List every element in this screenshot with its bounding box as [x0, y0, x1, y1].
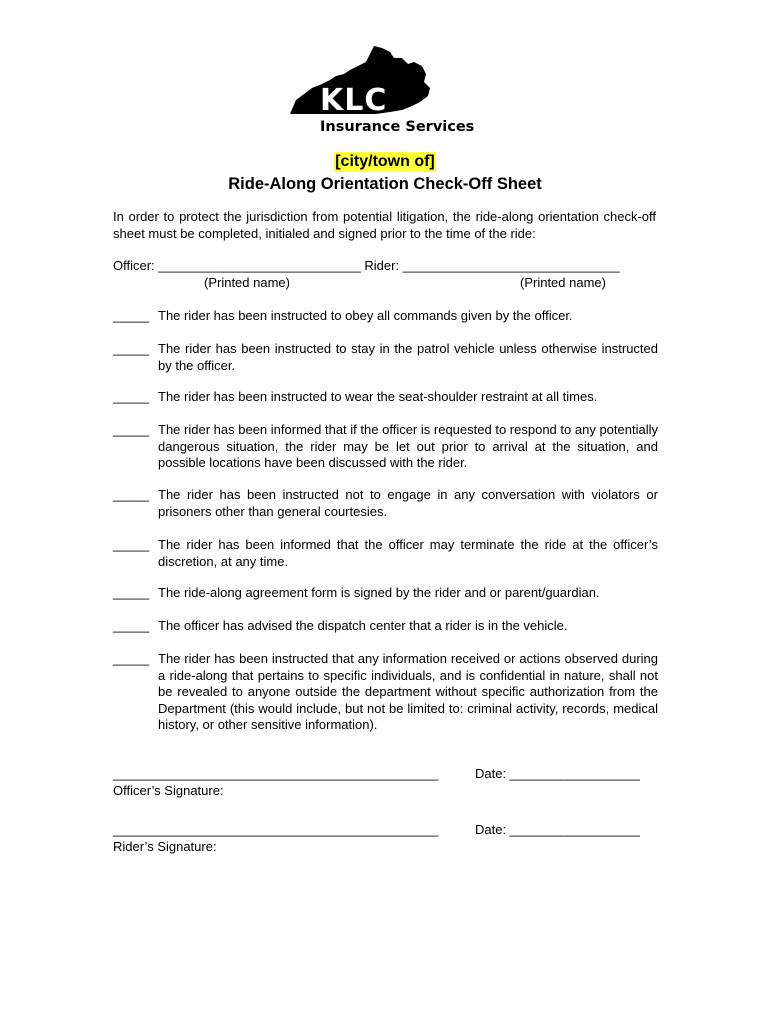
checklist-item-text: The rider has been instructed that any information received or actions observed during a ride-along that pertains to specific individuals, and is confidential in nature, shall not be revealed to anyone outside the department without specific authorization from the Department (this would include, but not be limited to: criminal activity, records, medical history, or other sensitive information). [158, 651, 658, 732]
initial-blank[interactable]: _____ [113, 389, 150, 404]
rider-signature-block [113, 821, 658, 855]
initial-blank[interactable]: _____ [113, 487, 150, 502]
initial-blank[interactable]: _____ [113, 422, 150, 437]
checklist-item [113, 537, 658, 570]
checklist-item-text: The rider has been informed that if the officer is requested to respond to any potentially dangerous situation, the rider may be let out prior to arrival at the situation, and possible locations have been discussed with the rider. [158, 422, 658, 470]
intro-paragraph: In order to protect the jurisdiction from potential litigation, the ride-along orientation check-off sheet must be completed, initialed and signed prior to the time of the ride: [113, 209, 656, 241]
initial-blank[interactable]: _____ [113, 651, 150, 666]
initial-blank[interactable]: _____ [113, 308, 150, 323]
svg-text:KLC: KLC [320, 83, 388, 118]
checklist-item-text: The officer has advised the dispatch center that a rider is in the vehicle. [158, 618, 568, 633]
officer-label: Officer: [113, 258, 155, 273]
initial-blank[interactable]: _____ [113, 618, 150, 633]
checklist-item [113, 487, 658, 520]
checklist-item [113, 651, 658, 734]
checklist-item [113, 308, 658, 325]
rider-date-field[interactable]: Date: __________________ [475, 822, 640, 837]
officer-date-field[interactable]: Date: __________________ [475, 766, 640, 781]
officer-signature-field[interactable]: _____________________________________________ [113, 766, 439, 781]
initial-blank[interactable]: _____ [113, 585, 150, 600]
rider-signature-field[interactable]: _____________________________________________ [113, 822, 439, 837]
officer-signature-label: Officer’s Signature: [113, 783, 224, 798]
officer-printed-caption: (Printed name) [204, 274, 290, 290]
checklist-item [113, 585, 658, 602]
checklist-item-text: The ride-along agreement form is signed by the rider and or parent/guardian. [158, 585, 600, 600]
document-title: Ride-Along Orientation Check-Off Sheet [228, 175, 542, 193]
officer-name-field[interactable]: ____________________________ [158, 258, 361, 273]
initial-blank[interactable]: _____ [113, 341, 150, 356]
initial-blank[interactable]: _____ [113, 537, 150, 552]
name-fields [113, 258, 658, 292]
checklist-item [113, 389, 658, 406]
checklist-item-text: The rider has been instructed not to engage in any conversation with violators or prisoners other than general courtesies. [158, 487, 658, 519]
checklist-item [113, 422, 658, 472]
checklist-item [113, 341, 658, 374]
kentucky-map-icon [286, 44, 486, 136]
checklist-item-text: The rider has been instructed to wear the seat-shoulder restraint at all times. [158, 389, 598, 404]
svg-text:Insurance Services: Insurance Services [320, 119, 475, 135]
city-placeholder: [city/town of] [335, 153, 435, 170]
checklist-item-text: The rider has been instructed to stay in the patrol vehicle unless otherwise instructed by the officer. [158, 341, 658, 373]
rider-name-field[interactable]: ______________________________ [402, 258, 620, 273]
checklist-item-text: The rider has been instructed to obey all commands given by the officer. [158, 308, 573, 323]
rider-signature-label: Rider’s Signature: [113, 839, 217, 854]
klc-logo [286, 44, 486, 136]
rider-printed-caption: (Printed name) [520, 274, 606, 290]
rider-label: Rider: [364, 258, 400, 273]
checklist-item-text: The rider has been informed that the officer may terminate the ride at the officer’s discretion, at any time. [158, 537, 658, 569]
officer-signature-block [113, 765, 658, 799]
checklist-item [113, 618, 658, 635]
